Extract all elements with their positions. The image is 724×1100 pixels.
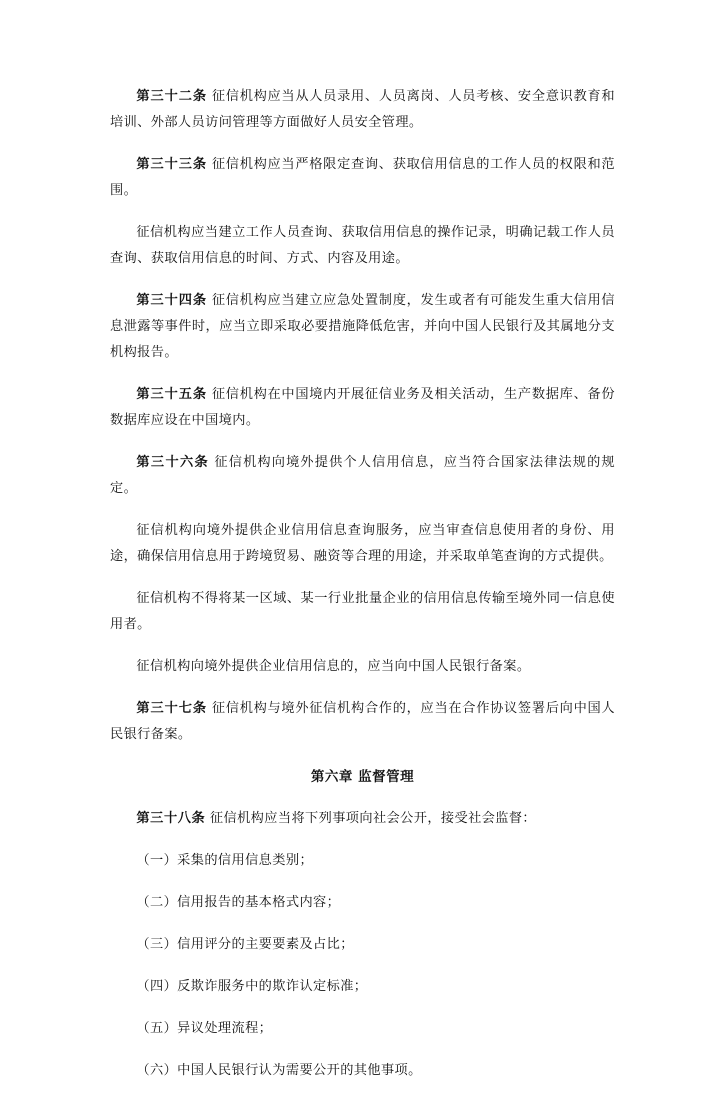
article-text: 征信机构应当建立应急处置制度，发生或者有可能发生重大信用信息泄露等事件时，应当立即采取必要措施降低危害，并向中国人民银行及其属地分支机构报告。 [110, 293, 615, 360]
article-36-paragraph-4 [110, 654, 615, 680]
document-page [110, 84, 615, 1100]
article-heading: 第三十八条 [136, 811, 206, 826]
article-text: 征信机构应当将下列事项向社会公开，接受社会监督： [205, 811, 537, 826]
paragraph-text: 征信机构向境外提供企业信用信息查询服务，应当审查信息使用者的身份、用途，确保信用信息用于跨境贸易、融资等合理的用途，并采取单笔查询的方式提供。 [110, 523, 615, 564]
list-item-6: （六）中国人民银行认为需要公开的其他事项。 [136, 1063, 422, 1078]
article-text: 征信机构应当从人员录用、人员离岗、人员考核、安全意识教育和培训、外部人员访问管理等方面做好人员安全管理。 [110, 89, 615, 130]
article-36-paragraph-2 [110, 518, 615, 570]
paragraph-text: 征信机构不得将某一区域、某一行业批量企业的信用信息传输至境外同一信息使用者。 [110, 591, 615, 632]
list-item-5: （五）异议处理流程； [136, 1021, 273, 1036]
paragraph-text: 征信机构向境外提供企业信用信息的，应当向中国人民银行备案。 [136, 659, 531, 674]
article-heading: 第三十三条 [136, 157, 207, 172]
article-32 [110, 84, 615, 136]
article-text: 征信机构向境外提供个人信用信息，应当符合国家法律法规的规定。 [110, 455, 615, 496]
paragraph-text: 征信机构应当建立工作人员查询、获取信用信息的操作记录，明确记载工作人员查询、获取信用信息的时间、方式、内容及用途。 [110, 225, 615, 266]
article-text: 征信机构应当严格限定查询、获取信用信息的工作人员的权限和范围。 [110, 157, 615, 198]
article-33 [110, 152, 615, 204]
list-item-3: （三）信用评分的主要要素及占比； [136, 937, 354, 952]
article-34 [110, 288, 615, 366]
article-text: 征信机构在中国境内开展征信业务及相关活动，生产数据库、备份数据库应设在中国境内。 [110, 387, 615, 428]
list-item-1: （一）采集的信用信息类别； [136, 853, 314, 868]
article-36 [110, 450, 615, 502]
list-item-4: （四）反欺诈服务中的欺诈认定标准； [136, 979, 368, 994]
article-heading: 第三十七条 [136, 701, 207, 716]
article-35 [110, 382, 615, 434]
article-heading: 第三十五条 [136, 387, 207, 402]
article-38 [110, 806, 615, 832]
article-36-paragraph-3 [110, 586, 615, 638]
article-heading: 第三十二条 [136, 89, 207, 104]
article-heading: 第三十四条 [136, 293, 207, 308]
article-heading: 第三十六条 [136, 455, 210, 470]
article-33-paragraph-2 [110, 220, 615, 272]
article-text: 征信机构与境外征信机构合作的，应当在合作协议签署后向中国人民银行备案。 [110, 701, 615, 742]
list-item-2: （二）信用报告的基本格式内容； [136, 895, 341, 910]
chapter-title: 第六章 监督管理 [310, 769, 415, 785]
article-37 [110, 696, 615, 748]
